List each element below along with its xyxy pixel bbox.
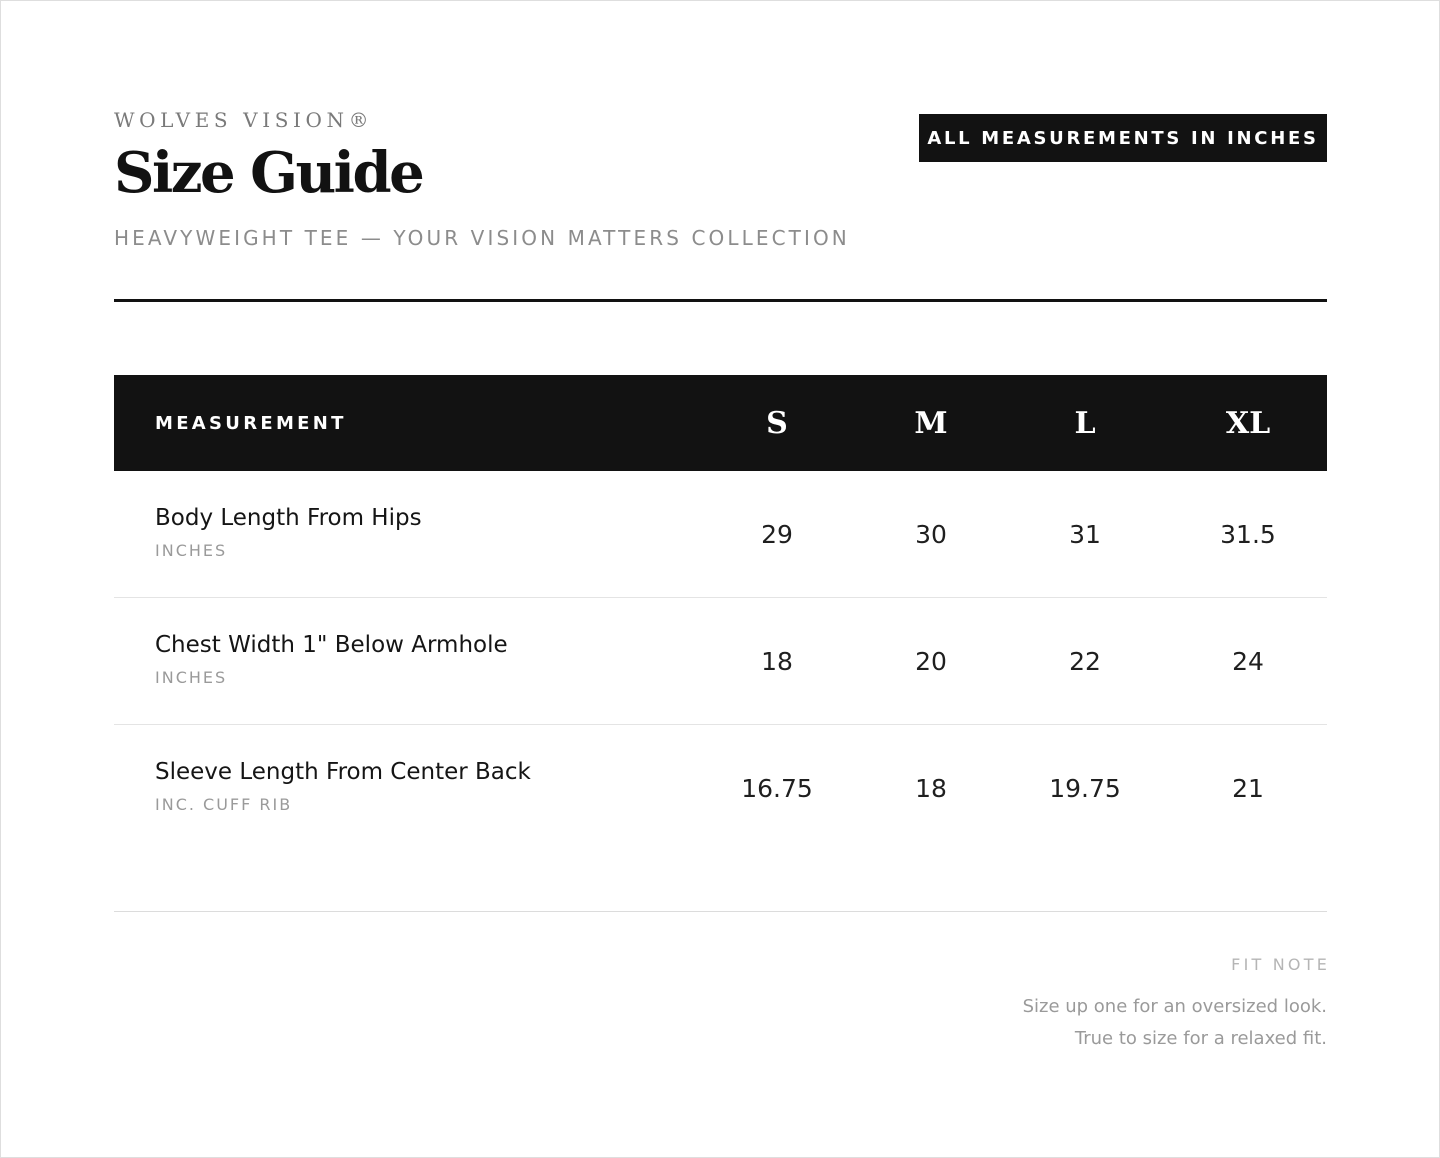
value-cell-s: 18 [761, 646, 793, 676]
footer-divider [114, 911, 1327, 912]
measurement-unit: INCHES [155, 668, 228, 687]
measurement-unit: INCHES [155, 541, 228, 560]
value-cell-l: 22 [1069, 646, 1101, 676]
fit-note [727, 955, 1330, 1055]
fit-note-line: True to size for a relaxed fit. [1074, 1028, 1327, 1049]
size-guide-content [114, 1, 1330, 1157]
value-cell-s: 16.75 [741, 773, 813, 803]
size-column-header-xl: XL [1225, 405, 1271, 441]
measurement-label: Body Length From Hips [155, 505, 422, 531]
page-title: Size Guide [114, 140, 423, 206]
fit-note-line: Size up one for an oversized look. [1022, 996, 1327, 1017]
brand-name: WOLVES VISION® [114, 108, 374, 132]
value-cell-m: 30 [915, 519, 947, 549]
table-header [114, 375, 1327, 471]
value-cell-l: 19.75 [1049, 773, 1121, 803]
size-column-header-m: M [914, 405, 948, 441]
value-cell-xl: 31.5 [1220, 519, 1276, 549]
measurement-column-header: MEASUREMENT [155, 412, 347, 434]
fit-note-title: FIT NOTE [1231, 955, 1330, 974]
size-column-header-l: L [1074, 405, 1096, 441]
size-column-header-s: S [766, 405, 788, 441]
table-row [114, 471, 1327, 598]
table-row [114, 598, 1327, 725]
size-table [114, 375, 1327, 851]
table-row [114, 725, 1327, 851]
collection-subtitle: HEAVYWEIGHT TEE — YOUR VISION MATTERS COLLECTION [114, 226, 850, 250]
value-cell-m: 18 [915, 773, 947, 803]
header-divider [114, 299, 1327, 302]
value-cell-xl: 21 [1232, 773, 1264, 803]
measurement-label: Sleeve Length From Center Back [155, 759, 531, 785]
value-cell-s: 29 [761, 519, 793, 549]
measurement-unit: INC. CUFF RIB [155, 795, 293, 814]
value-cell-l: 31 [1069, 519, 1101, 549]
value-cell-xl: 24 [1232, 646, 1264, 676]
value-cell-m: 20 [915, 646, 947, 676]
measurement-label: Chest Width 1" Below Armhole [155, 632, 508, 658]
units-badge: ALL MEASUREMENTS IN INCHES [919, 114, 1327, 162]
